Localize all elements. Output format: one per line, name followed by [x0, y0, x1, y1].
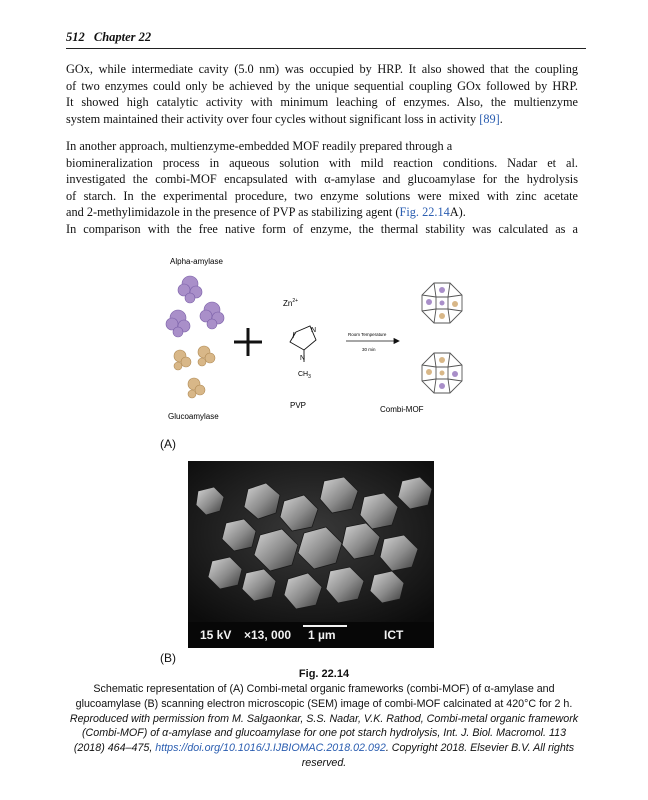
- sem-magnification: ×13, 000: [244, 628, 292, 642]
- chapter-title: Chapter 22: [93, 30, 152, 44]
- paragraph-1-line: It showed high catalytic activity with minimum leaching of enzymes. Also, the multienzyme: [66, 95, 578, 109]
- methyl-label: $CH_3$: [298, 371, 311, 380]
- running-header: [66, 30, 151, 45]
- figure-b-label: (B): [160, 651, 176, 665]
- figure-reference-link[interactable]: Fig. 22.14: [399, 205, 450, 219]
- figure-caption-title: Fig. 22.14: [298, 668, 350, 680]
- figure-a-schematic: [150, 252, 510, 432]
- reaction-arrow: [346, 339, 399, 344]
- period: .: [499, 111, 503, 126]
- sem-scale-label: 1 µm: [308, 628, 336, 642]
- paragraph-2-line: of starch. In the experimental procedure, two enzyme solutions were mixed with zinc acetate: [66, 188, 578, 203]
- glucoamylase-label: Glucoamylase: [168, 412, 219, 421]
- n-top-label: N: [311, 327, 317, 334]
- sem-lab-label: ICT: [384, 628, 404, 642]
- combi-mof-crystal: [422, 353, 462, 393]
- alpha-amylase-enzymes: [166, 276, 224, 337]
- sem-micrograph: [188, 461, 434, 622]
- sem-info-bar: [188, 622, 434, 648]
- pvp-label: PVP: [290, 401, 307, 410]
- enzyme-blob: [198, 346, 215, 366]
- alpha-amylase-label: Alpha-amylase: [170, 257, 223, 266]
- enzyme-blob: [188, 378, 205, 398]
- figure-a-label: (A): [160, 437, 176, 451]
- paragraph-1: [66, 61, 578, 127]
- paragraph-1-line: of two enzymes could only be achieved by the unique sequential coupling GOx followed by HRP.: [66, 78, 578, 93]
- paragraph-1-line: GOx, while intermediate cavity (5.0 nm) was occupied by HRP. It also showed that the coupling: [66, 62, 578, 76]
- enzyme-blob: [166, 310, 190, 337]
- page-number: 512: [66, 30, 85, 44]
- paragraph-1-last-text: system maintained their activity over four cycles without significant loss in activity: [66, 111, 480, 126]
- figure-caption: [66, 682, 582, 771]
- paragraph-2-line: In another approach, multienzyme-embedded MOF readily prepared through a: [66, 139, 453, 153]
- arrow-condition-label: Room Temperature: [348, 332, 387, 337]
- paragraph-2-line-5-post: A).: [449, 205, 466, 219]
- enzyme-blob: [178, 276, 202, 303]
- glucoamylase-enzymes: [174, 346, 215, 398]
- combi-mof-crystal: [422, 283, 462, 323]
- paragraph-2: [66, 138, 578, 237]
- header-rule: [66, 48, 586, 49]
- paragraph-1-last-line: [66, 111, 578, 128]
- enzyme-blob: [200, 302, 224, 329]
- sem-image: [188, 461, 434, 648]
- paragraph-2-line-5-pre: and 2-methylimidazole in the presence of PVP as stabilizing agent (: [66, 205, 400, 219]
- enzyme-blob: [174, 350, 191, 370]
- combi-mof-label: Combi-MOF: [380, 405, 424, 414]
- paragraph-2-line-5: [66, 204, 578, 221]
- arrow-time-label: 30 min: [362, 347, 376, 352]
- reference-link-89[interactable]: [89]: [479, 111, 500, 126]
- n-bottom-label: N: [300, 355, 306, 362]
- caption-text: Schematic representation of (A) Combi-metal organic frameworks (combi-MOF) of α-amylase and glucoamylase (B) scanning electron microscopic (SEM) image of combi-MOF calcinated at 420°C for 2 h.: [75, 683, 573, 710]
- paragraph-2-line: biomineralization process in aqueous solution with mild reaction conditions. Nadar et al.: [66, 155, 578, 170]
- paragraph-2-line: In comparison with the free native form of enzyme, the thermal stability was calculated as a: [66, 221, 578, 236]
- doi-link[interactable]: https://doi.org/10.1016/J.IJBIOMAC.2018.02.092: [155, 742, 386, 755]
- zinc-label: $Zn^{2+}$: [283, 298, 299, 308]
- plus-sign: [234, 328, 262, 356]
- scale-bar: [303, 625, 347, 627]
- caption-reproduced-note: Reproduced with permission from M. Salgaonkar, S.S. Nadar, V.K. Rathod, Combi-metal organic framework (Combi-MOF) of α-amylase and glucoamylase for one pot starch hydrolysis, Int. J. Biol. Macromol. 113 (2018) 464–475,: [69, 712, 579, 755]
- caption-copyright: . Copyright 2018. Elsevier B.V. All rights reserved.: [301, 742, 575, 769]
- sem-voltage: 15 kV: [200, 628, 232, 642]
- paragraph-2-line: investigated the combi-MOF encapsulated with α-amylase and glucoamylase for the hydrolysis: [66, 172, 578, 186]
